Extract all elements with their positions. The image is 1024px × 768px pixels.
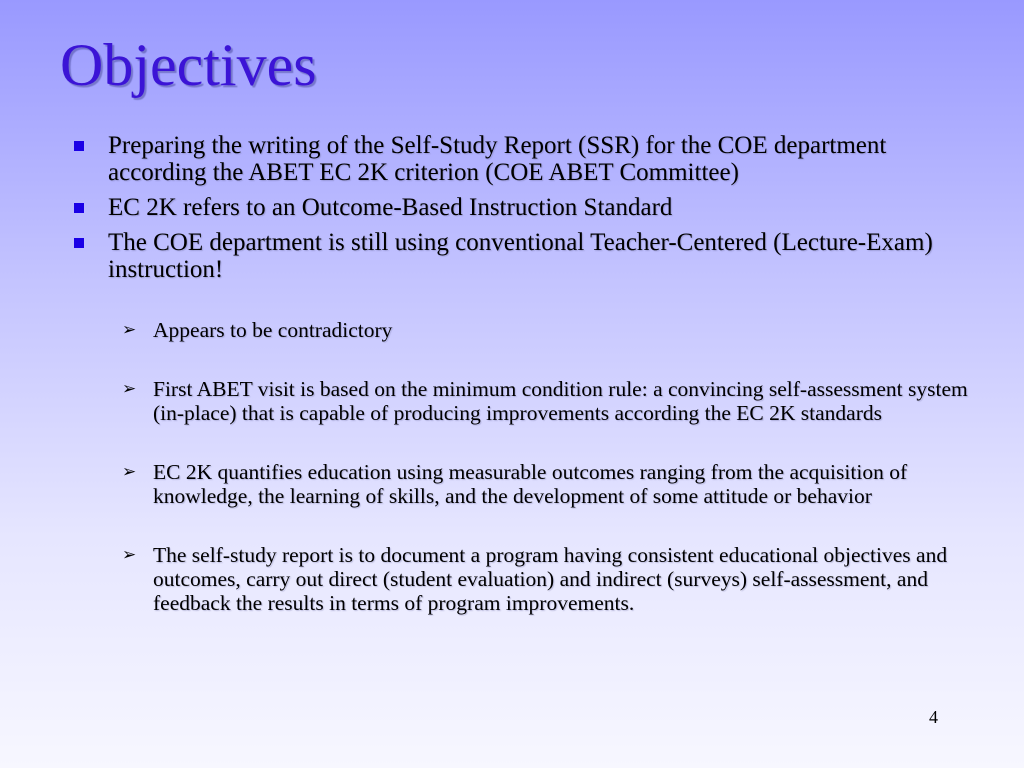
- square-bullet-icon: [74, 203, 84, 213]
- bullet-item: [70, 194, 990, 221]
- sub-bullet-item: [122, 460, 1002, 508]
- arrow-bullet-icon: ➢: [122, 320, 137, 340]
- sub-bullet-text: EC 2K quantifies education using measurable outcomes ranging from the acquisition of knowledge, the learning of skills, and the development of some attitude or behavior: [153, 460, 908, 508]
- page-number: 4: [929, 707, 938, 727]
- bullet-text: The COE department is still using conventional Teacher-Centered (Lecture-Exam) instruction!: [108, 229, 933, 283]
- bullet-item: [70, 229, 990, 283]
- sub-bullet-text: First ABET visit is based on the minimum condition rule: a convincing self-assessment system (in-place) that is capable of producing improvements according the EC 2K standards: [153, 377, 968, 425]
- slide-title: Objectives: [60, 32, 317, 98]
- sub-bullet-item: [122, 543, 1002, 615]
- arrow-bullet-icon: ➢: [122, 545, 137, 565]
- bullet-text: Preparing the writing of the Self-Study Report (SSR) for the COE department according the ABET EC 2K criterion (COE ABET Committee): [108, 132, 887, 186]
- square-bullet-icon: [74, 238, 84, 248]
- sub-bullet-text: The self-study report is to document a program having consistent educational objectives and outcomes, carry out direct (student evaluation) and indirect (surveys) self-assessment, and feedback the results in terms of program improvements.: [153, 543, 948, 615]
- sub-bullet-item: [122, 318, 1002, 342]
- slide-content: [70, 132, 990, 615]
- sub-bullet-item: [122, 377, 1002, 425]
- bullet-item: [70, 132, 990, 186]
- square-bullet-icon: [74, 141, 84, 151]
- arrow-bullet-icon: ➢: [122, 379, 137, 399]
- sub-bullet-text: Appears to be contradictory: [153, 318, 393, 342]
- sub-bullet-list: [122, 318, 1002, 650]
- arrow-bullet-icon: ➢: [122, 462, 137, 482]
- bullet-text: EC 2K refers to an Outcome-Based Instruction Standard: [108, 194, 673, 221]
- bullet-list: [70, 132, 990, 283]
